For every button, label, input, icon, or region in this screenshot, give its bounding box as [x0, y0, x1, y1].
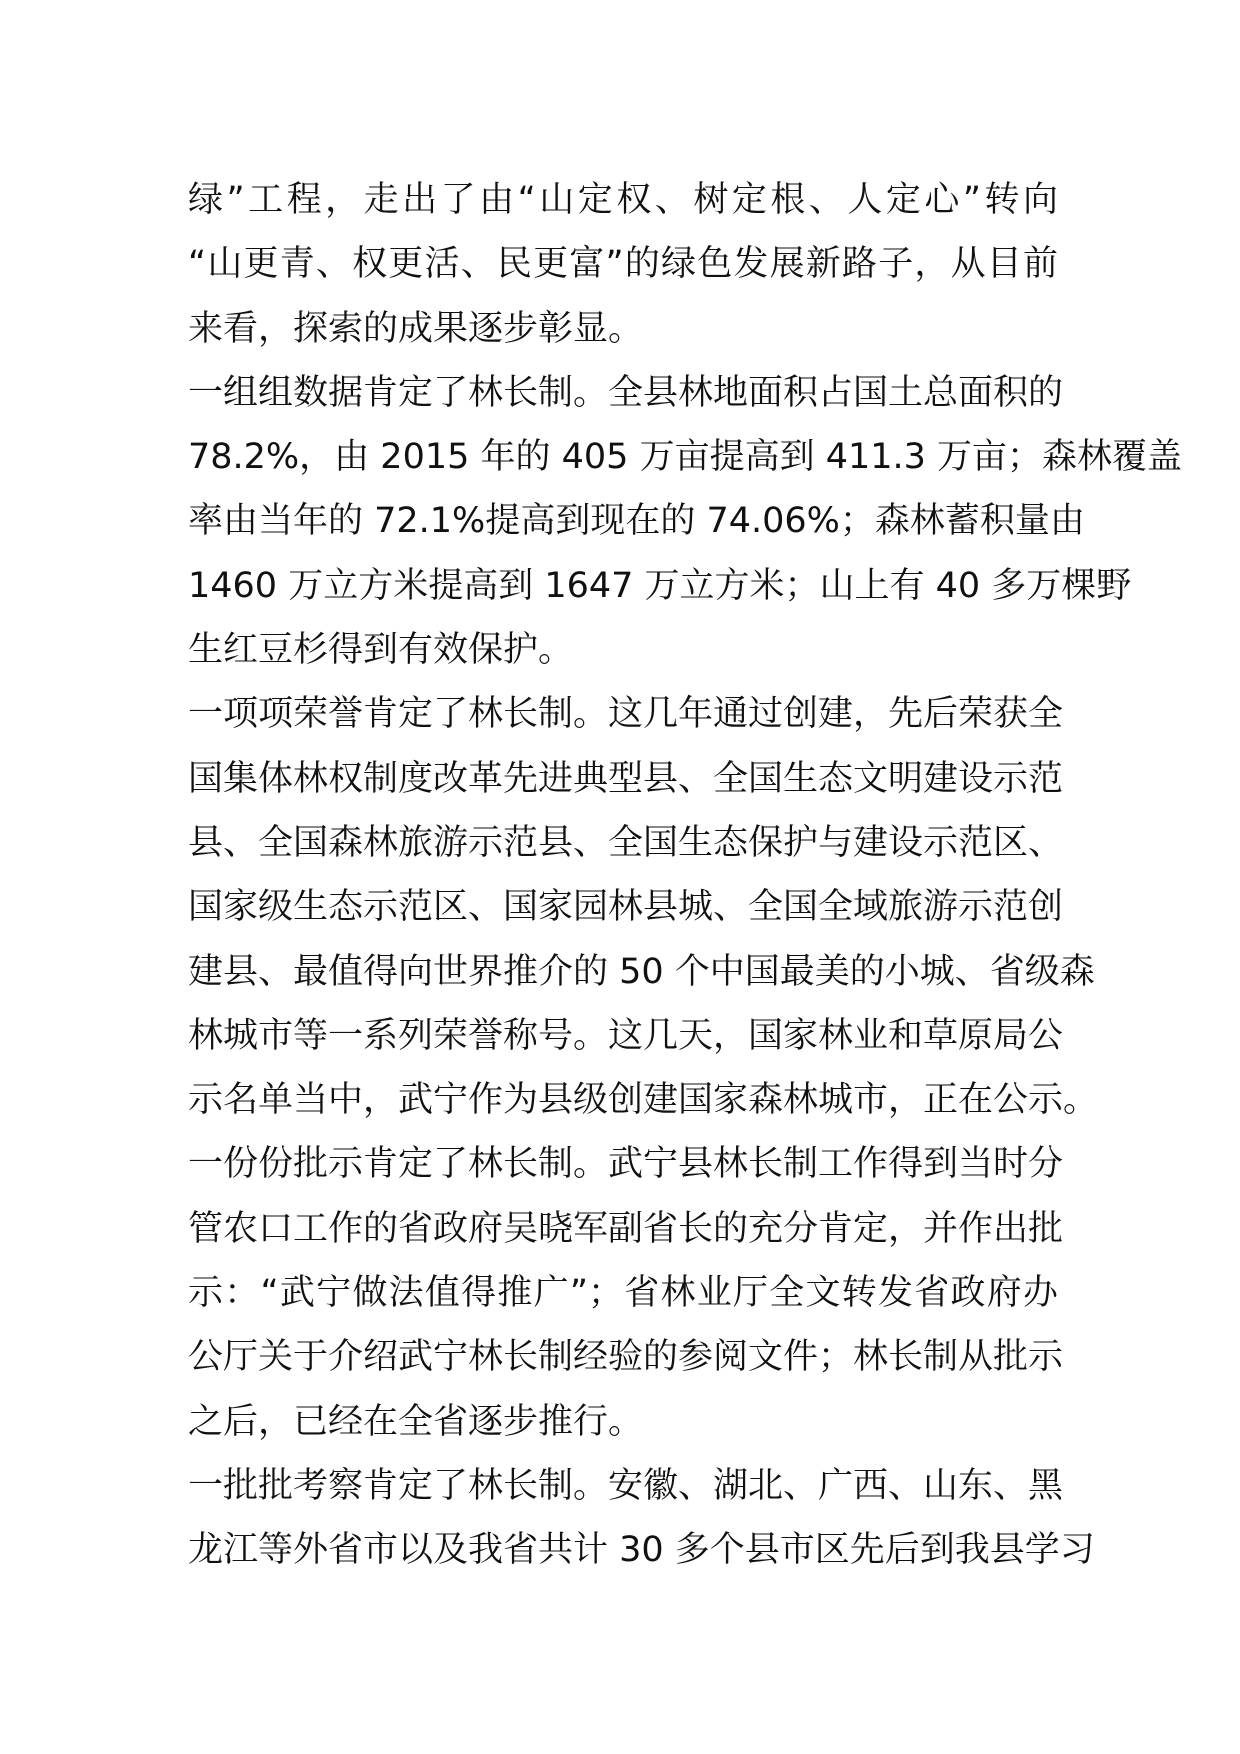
text-line: 示：“武宁做法值得推广”；省林业厅全文转发省政府办	[188, 1273, 1058, 1314]
paragraph-intro	[188, 168, 1058, 361]
text-line: 国集体林权制度改革先进典型县、全国生态文明建设示范	[188, 758, 1064, 799]
text-line: 国家级生态示范区、国家园林县城、全国全域旅游示范创	[188, 887, 1064, 928]
text-line: 一项项荣誉肯定了林长制。这几年通过创建，先后荣获全	[188, 694, 1064, 735]
text-line: “山更青、权更活、民更富”的绿色发展新路子，从目前	[188, 244, 1058, 285]
text-line: 县、全国森林旅游示范县、全国生态保护与建设示范区、	[188, 822, 1064, 863]
text-line: 管农口工作的省政府吴晓军副省长的充分肯定，并作出批	[188, 1208, 1064, 1249]
text-line: 一组组数据肯定了林长制。全县林地面积占国土总面积的	[188, 372, 1064, 413]
text-line: 公厅关于介绍武宁林长制经验的参阅文件；林长制从批示	[188, 1337, 1064, 1378]
text-line: 1460 万立方米提高到 1647 万立方米；山上有 40 多万棵野	[188, 565, 1132, 606]
document-page	[188, 168, 1183, 1583]
text-line: 示名单当中，武宁作为县级创建国家森林城市，正在公示。	[188, 1080, 1099, 1121]
text-line: 龙江等外省市以及我省共计 30 多个县市区先后到我县学习	[188, 1530, 1095, 1571]
paragraph-inspections	[188, 1454, 1095, 1583]
paragraph-instructions	[188, 1132, 1064, 1453]
text-line: 来看，探索的成果逐步彰显。	[188, 308, 644, 349]
text-line: 一批批考察肯定了林长制。安徽、湖北、广西、山东、黑	[188, 1465, 1064, 1506]
text-line: 之后，已经在全省逐步推行。	[188, 1401, 644, 1442]
paragraph-honors	[188, 682, 1099, 1132]
paragraph-data	[188, 361, 1183, 682]
text-line: 一份份批示肯定了林长制。武宁县林长制工作得到当时分	[188, 1144, 1064, 1185]
text-line: 林城市等一系列荣誉称号。这几天，国家林业和草原局公	[188, 1015, 1064, 1056]
text-line: 生红豆杉得到有效保护。	[188, 630, 574, 671]
text-line: 绿”工程，走出了由“山定权、树定根、人定心”转向	[188, 180, 1058, 220]
text-line: 建县、最值得向世界推介的 50 个中国最美的小城、省级森	[188, 951, 1095, 992]
text-line: 78.2%，由 2015 年的 405 万亩提高到 411.3 万亩；森林覆盖	[188, 437, 1183, 478]
text-line: 率由当年的 72.1%提高到现在的 74.06%；森林蓄积量由	[188, 501, 1085, 542]
